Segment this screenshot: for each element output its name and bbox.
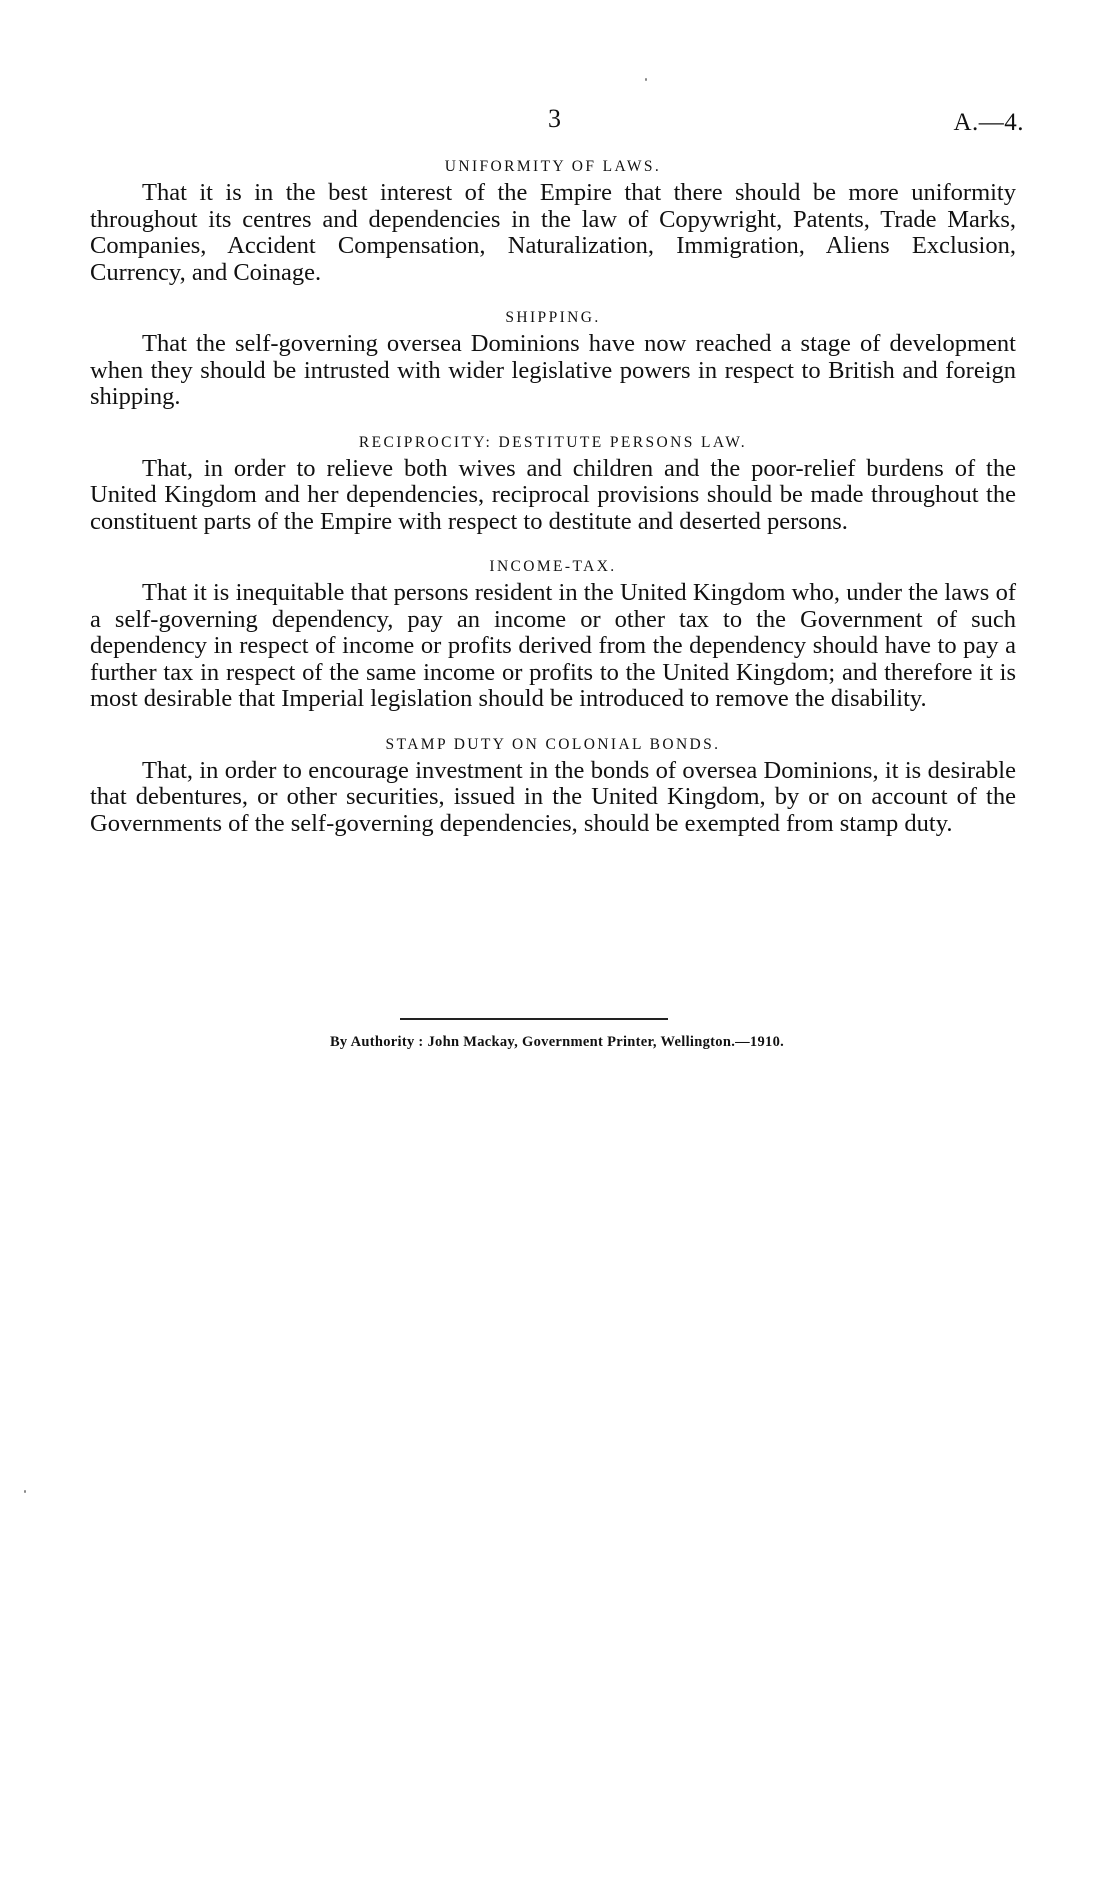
document-reference: A.—4. [953,109,1024,136]
section-stamp-duty [90,735,1016,838]
section-heading: RECIPROCITY: DESTITUTE PERSONS LAW. [358,433,748,451]
section-paragraph: That it is inequitable that persons resident in the United Kingdom who, under the laws of a self-governing dependency, pay an income or other tax to the Government of such dependency in respect of income or profits derived from the dependency should have to pay a further tax in respect of the same income or profits to the United Kingdom; and therefore it is most desirable that Imperial legislation should be introduced to remove the disability. [90,579,1016,712]
scan-speck [645,78,647,81]
section-uniformity-of-laws [90,157,1016,286]
section-income-tax [90,557,1016,713]
section-paragraph: That it is in the best interest of the Empire that there should be more uniformity throughout its centres and dependencies in the law of Copywright, Patents, Trade Marks, Companies, Accident Compensation, Naturalization, Immigration, Aliens Exclusion, Currency, and Coinage. [90,179,1016,286]
section-paragraph: That, in order to relieve both wives and children and the poor-relief burdens of the United Kingdom and her dependencies, reciprocal provisions should be made throughout the constituent parts of the Empire with respect to destitute and deserted persons. [90,454,1016,535]
section-shipping [90,308,1016,411]
resolutions-body [90,157,1016,859]
section-heading: UNIFORMITY OF LAWS. [444,158,662,175]
section-heading: SHIPPING. [505,309,601,326]
section-paragraph: That, in order to encourage investment in the bonds of oversea Dominions, it is desirable that debentures, or other securities, issued in the United Kingdom, by or on account of the Governments of the self-governing dependencies, should be exempted from stamp duty. [90,756,1016,837]
section-heading: INCOME-TAX. [489,558,617,575]
footer-rule [400,1018,668,1020]
page-number: 3 [548,104,561,133]
scan-speck [24,1490,26,1493]
section-heading: STAMP DUTY ON COLONIAL BONDS. [385,735,721,753]
section-paragraph: That the self-governing oversea Dominions have now reached a stage of development when they should be intrusted with wider legislative powers in respect to British and foreign shipping. [90,330,1016,410]
section-reciprocity [90,433,1016,536]
printer-imprint: By Authority : John Mackay, Government Printer, Wellington.—1910. [329,1034,785,1050]
